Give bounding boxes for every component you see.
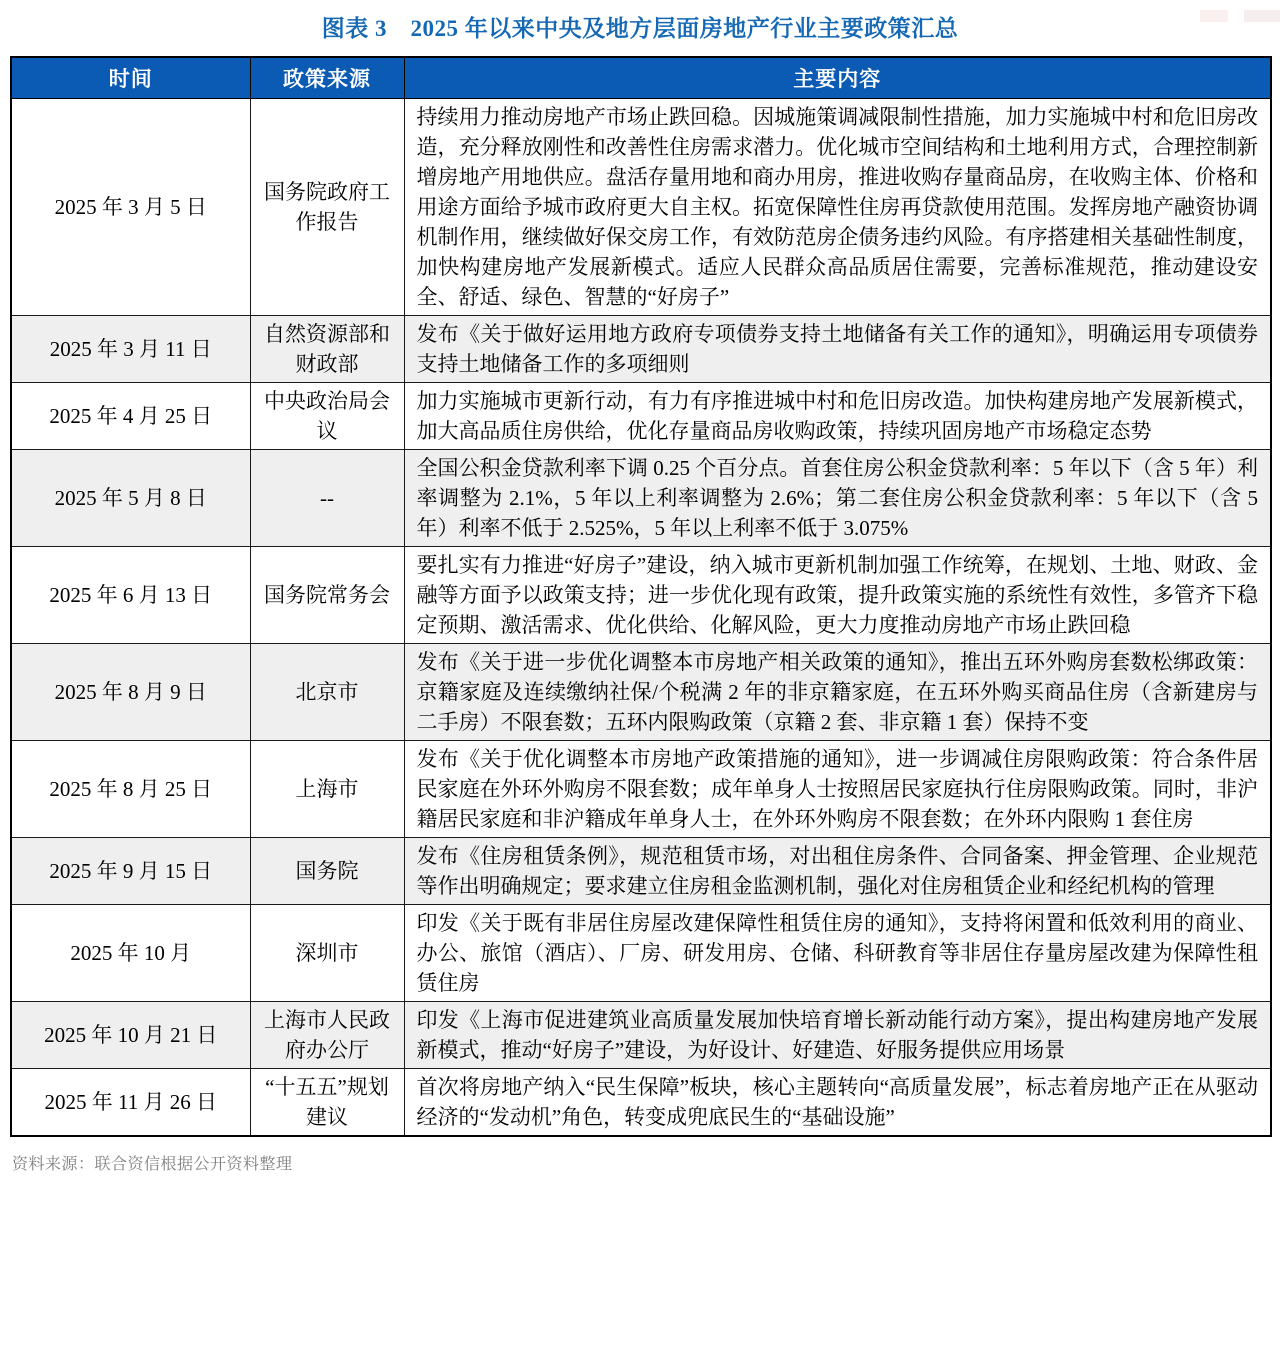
policy-date: 2025 年 8 月 9 日 (11, 644, 250, 741)
table-row (11, 1002, 1271, 1069)
table-row (11, 99, 1271, 316)
policy-content: 发布《关于做好运用地方政府专项债券支持土地储备有关工作的通知》，明确运用专项债券支持土地储备工作的多项细则 (404, 316, 1271, 383)
policy-content: 发布《住房租赁条例》，规范租赁市场，对出租住房条件、合同备案、押金管理、企业规范等作出明确规定；要求建立住房租金监测机制，强化对住房租赁企业和经纪机构的管理 (404, 838, 1271, 905)
policy-source: -- (250, 450, 404, 547)
policy-content: 持续用力推动房地产市场止跌回稳。因城施策调减限制性措施，加力实施城中村和危旧房改造，充分释放刚性和改善性住房需求潜力。优化城市空间结构和土地利用方式，合理控制新增房地产用地供应。盘活存量用地和商办用房，推进收购存量商品房，在收购主体、价格和用途方面给予城市政府更大自主权。拓宽保障性住房再贷款使用范围。发挥房地产融资协调机制作用，继续做好保交房工作，有效防范房企债务违约风险。有序搭建相关基础性制度，加快构建房地产发展新模式。适应人民群众高品质居住需要，完善标准规范，推动建设安全、舒适、绿色、智慧的“好房子” (404, 99, 1271, 316)
policy-date: 2025 年 6 月 13 日 (11, 547, 250, 644)
table-row (11, 1069, 1271, 1137)
policy-date: 2025 年 4 月 25 日 (11, 383, 250, 450)
table-header-row (11, 57, 1271, 99)
policy-content: 全国公积金贷款利率下调 0.25 个百分点。首套住房公积金贷款利率：5 年以下（含 5 年）利率调整为 2.1%，5 年以上利率调整为 2.6%；第二套住房公积金贷款利率：5 年以下（含 5 年）利率不低于 2.525%，5 年以上利率不低于 3.075% (404, 450, 1271, 547)
table-row (11, 450, 1271, 547)
policy-date: 2025 年 10 月 21 日 (11, 1002, 250, 1069)
column-header-time: 时间 (11, 57, 250, 99)
policy-date: 2025 年 9 月 15 日 (11, 838, 250, 905)
policy-date: 2025 年 8 月 25 日 (11, 741, 250, 838)
policy-date: 2025 年 3 月 11 日 (11, 316, 250, 383)
policy-source: 深圳市 (250, 905, 404, 1002)
policy-source: 上海市 (250, 741, 404, 838)
table-row (11, 316, 1271, 383)
policy-source: 北京市 (250, 644, 404, 741)
policy-content: 发布《关于优化调整本市房地产政策措施的通知》，进一步调减住房限购政策：符合条件居民家庭在外环外购房不限套数；成年单身人士按照居民家庭执行住房限购政策。同时，非沪籍居民家庭和非沪籍成年单身人士，在外环外购房不限套数；在外环内限购 1 套住房 (404, 741, 1271, 838)
policy-table (10, 56, 1272, 1137)
policy-date: 2025 年 10 月 (11, 905, 250, 1002)
policy-content: 印发《关于既有非居住房屋改建保障性租赁住房的通知》，支持将闲置和低效利用的商业、办公、旅馆（酒店）、厂房、研发用房、仓储、科研教育等非居住存量房屋改建为保障性租赁住房 (404, 905, 1271, 1002)
column-header-content: 主要内容 (404, 57, 1271, 99)
source-note: 资料来源：联合资信根据公开资料整理 (12, 1156, 293, 1173)
policy-content: 印发《上海市促进建筑业高质量发展加快培育增长新动能行动方案》，提出构建房地产发展新模式，推动“好房子”建设，为好设计、好建造、好服务提供应用场景 (404, 1002, 1271, 1069)
table-row (11, 741, 1271, 838)
policy-source: 国务院政府工作报告 (250, 99, 404, 316)
policy-source: 国务院 (250, 838, 404, 905)
policy-date: 2025 年 5 月 8 日 (11, 450, 250, 547)
policy-content: 发布《关于进一步优化调整本市房地产相关政策的通知》，推出五环外购房套数松绑政策：京籍家庭及连续缴纳社保/个税满 2 年的非京籍家庭，在五环外购买商品住房（含新建房与二手房）不限套数；五环内限购政策（京籍 2 套、非京籍 1 套）保持不变 (404, 644, 1271, 741)
table-row (11, 547, 1271, 644)
report-page (0, 10, 1280, 1366)
policy-source: 自然资源部和财政部 (250, 316, 404, 383)
table-row (11, 383, 1271, 450)
policy-source: 上海市人民政府办公厅 (250, 1002, 404, 1069)
policy-source: 国务院常务会 (250, 547, 404, 644)
column-header-source: 政策来源 (250, 57, 404, 99)
table-row (11, 644, 1271, 741)
policy-content: 首次将房地产纳入“民生保障”板块，核心主题转向“高质量发展”，标志着房地产正在从驱动经济的“发动机”角色，转变成兜底民生的“基础设施” (404, 1069, 1271, 1137)
policy-content: 要扎实有力推进“好房子”建设，纳入城市更新机制加强工作统筹，在规划、土地、财政、金融等方面予以政策支持；进一步优化现有政策，提升政策实施的系统性有效性，多管齐下稳定预期、激活需求、优化供给、化解风险，更大力度推动房地产市场止跌回稳 (404, 547, 1271, 644)
policy-content: 加力实施城市更新行动，有力有序推进城中村和危旧房改造。加快构建房地产发展新模式，加大高品质住房供给，优化存量商品房收购政策，持续巩固房地产市场稳定态势 (404, 383, 1271, 450)
policy-source: 中央政治局会议 (250, 383, 404, 450)
policy-source: “十五五”规划建议 (250, 1069, 404, 1137)
table-row (11, 905, 1271, 1002)
policy-date: 2025 年 3 月 5 日 (11, 99, 250, 316)
figure-title: 图表 3 2025 年以来中央及地方层面房地产行业主要政策汇总 (321, 16, 959, 41)
policy-date: 2025 年 11 月 26 日 (11, 1069, 250, 1137)
table-row (11, 838, 1271, 905)
